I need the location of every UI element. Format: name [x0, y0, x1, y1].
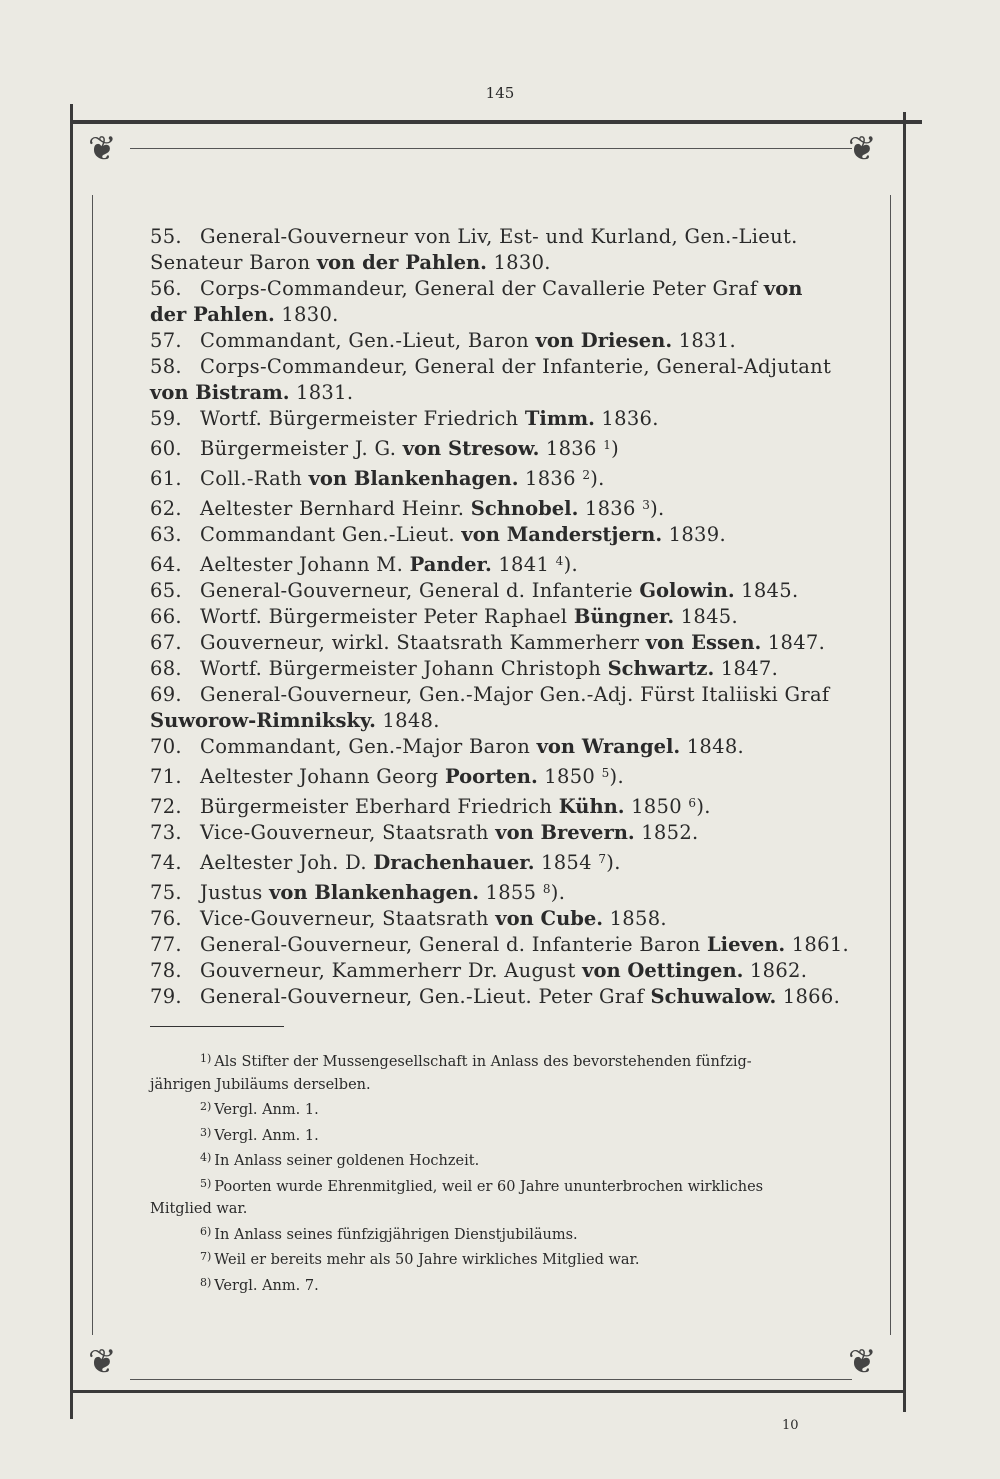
footnote-text: Vergl. Anm. 1.: [214, 1127, 319, 1144]
entry-text: Commandant, Gen.-Major Baron: [200, 735, 537, 758]
entry-text: Aeltester Johann M.: [200, 553, 410, 576]
footnote-ref: 2: [582, 468, 591, 482]
footnote-rule: [150, 1026, 284, 1027]
entry-line: [150, 462, 850, 492]
entry-text: Wortf. Bürgermeister Friedrich: [200, 407, 525, 430]
entry-line: [150, 656, 850, 682]
list-item: [150, 406, 850, 432]
entry-text: 1845.: [734, 579, 799, 602]
entry-number: 63.: [150, 523, 182, 546]
footnote-mark: 1): [200, 1052, 212, 1065]
footnote-ref: 8: [542, 882, 551, 896]
entry-name: von Stresow.: [402, 437, 540, 460]
entry-text: 1847.: [761, 631, 826, 654]
frame-border-top: [70, 120, 922, 124]
list-item: [150, 630, 850, 656]
footnote: [150, 1096, 830, 1122]
entry-text: ).: [696, 795, 711, 818]
entry-text: ).: [650, 497, 665, 520]
page-number: 145: [485, 84, 515, 102]
list-item: [150, 760, 850, 790]
entry-text: 1836: [578, 497, 643, 520]
entry-name: Timm.: [524, 407, 595, 430]
entry-text: 1831.: [672, 329, 736, 352]
entry-text: Bürgermeister J. G.: [200, 437, 403, 460]
list-item: [150, 932, 850, 958]
entry-name: Schwartz.: [607, 657, 715, 680]
entry-name: von Cube.: [495, 907, 604, 930]
footnote-ref: 3: [642, 498, 651, 512]
entry-text: General-Gouverneur, General d. Infanterie: [200, 579, 640, 602]
list-item: [150, 958, 850, 984]
footnote-line: [150, 1122, 830, 1148]
entry-text: 1862.: [743, 959, 808, 982]
entry-text: 1845.: [674, 605, 738, 628]
footnote-list: [150, 1048, 830, 1297]
entry-text: 1854: [534, 851, 599, 874]
list-item: [150, 984, 850, 1010]
list-item: [150, 682, 850, 734]
entry-number: 78.: [150, 959, 182, 982]
entry-number: 69.: [150, 683, 182, 706]
footnote-text: In Anlass seiner goldenen Hochzeit.: [214, 1153, 480, 1169]
footnote-line: [150, 1147, 830, 1173]
entry-text: 1836: [518, 467, 583, 490]
list-item: [150, 846, 850, 876]
entry-number: 59.: [150, 407, 182, 430]
entry-text: 1866.: [776, 985, 841, 1008]
entry-name: Poorten.: [444, 765, 538, 788]
footnote-text: Als Stifter der Mussengesellschaft in Anlass des bevorstehenden fünfzig-: [214, 1054, 752, 1070]
entry-number: 74.: [150, 851, 182, 874]
entry-name: von der Pahlen.: [316, 251, 487, 274]
entry-line: [150, 630, 850, 656]
corner-ornament-icon: ❦: [848, 129, 877, 169]
list-item: [150, 876, 850, 906]
entry-text: 1850: [624, 795, 689, 818]
corner-ornament-icon: ❦: [88, 129, 117, 169]
footnote: [150, 1048, 830, 1096]
entry-text: Aeltester Bernhard Heinr.: [200, 497, 471, 520]
entry-text: Gouverneur, wirkl. Staatsrath Kammerherr: [200, 631, 646, 654]
entry-name: von: [763, 277, 803, 300]
entry-name: der Pahlen.: [150, 303, 275, 326]
entry-name: Drachenhauer.: [373, 851, 535, 874]
entry-text: 1852.: [634, 821, 699, 844]
list-item: [150, 462, 850, 492]
entry-number: 75.: [150, 881, 182, 904]
list-item: [150, 578, 850, 604]
list-item: [150, 492, 850, 522]
entry-text: Vice-Gouverneur, Staatsrath: [200, 907, 496, 930]
list-item: [150, 354, 850, 406]
entry-line: [150, 984, 850, 1010]
entry-text: Corps-Commandeur, General der Infanterie, General-Adjutant: [200, 355, 832, 378]
entry-text: 1858.: [603, 907, 667, 930]
entry-text: 1848.: [680, 735, 745, 758]
corner-ornament-icon: ❦: [88, 1342, 117, 1382]
entry-number: 68.: [150, 657, 182, 680]
frame-border-left: [70, 104, 73, 1419]
entry-text: 1836: [539, 437, 604, 460]
entry-number: 79.: [150, 985, 182, 1008]
footnote-text: Vergl. Anm. 1.: [214, 1102, 319, 1118]
list-item: [150, 820, 850, 846]
inner-rule-right: [890, 195, 891, 1335]
entry-text: ).: [609, 765, 624, 788]
corner-ornament-icon: ❦: [848, 1342, 877, 1382]
entry-continuation-line: [150, 250, 850, 276]
entry-text: 1850: [537, 765, 602, 788]
entry-line: [150, 820, 850, 846]
footnote-ref: 4: [555, 554, 564, 568]
entry-name: von Wrangel.: [536, 735, 681, 758]
entry-number: 56.: [150, 277, 182, 300]
entry-number: 71.: [150, 765, 182, 788]
entry-name: von Essen.: [645, 631, 762, 654]
entry-text: Wortf. Bürgermeister Johann Christoph: [200, 657, 608, 680]
entry-number: 58.: [150, 355, 182, 378]
entry-text: Gouverneur, Kammerherr Dr. August: [200, 959, 583, 982]
signature-mark: 10: [782, 1418, 799, 1433]
list-item: [150, 656, 850, 682]
footnote-first-line: [150, 1173, 830, 1199]
entry-name: Suworow-Rimniksky.: [150, 709, 376, 732]
footnote-mark: 2): [200, 1100, 212, 1113]
entry-name: Kühn.: [558, 795, 625, 818]
entry-number: 72.: [150, 795, 182, 818]
entry-text: 1848.: [375, 709, 440, 732]
entry-name: Büngner.: [573, 605, 675, 628]
list-item: [150, 734, 850, 760]
entry-text: Senateur Baron: [150, 251, 317, 274]
footnote-first-line: [150, 1221, 830, 1247]
footnote-ref: 1: [603, 438, 612, 452]
entry-text: 1830.: [274, 303, 339, 326]
entry-name: von Bistram.: [150, 381, 290, 404]
entry-text: 1855: [479, 881, 543, 904]
entry-text: General-Gouverneur, Gen.-Lieut. Peter Graf: [200, 985, 651, 1008]
list-item: [150, 604, 850, 630]
footnote: [150, 1147, 830, 1173]
entry-text: 1836.: [594, 407, 659, 430]
footnote-line: [150, 1221, 830, 1247]
entry-text: 1861.: [785, 933, 850, 956]
footnote-ref: 6: [688, 796, 697, 810]
entry-name: von Blankenhagen.: [269, 881, 480, 904]
entry-line: [150, 432, 850, 462]
list-item: [150, 790, 850, 820]
footnote-text: In Anlass seines fünfzigjährigen Dienstjubiläums.: [214, 1226, 578, 1243]
list-item: [150, 276, 850, 328]
footnote-line: [150, 1246, 830, 1272]
footnote: [150, 1246, 830, 1272]
entry-line: [150, 760, 850, 790]
frame-border-right: [903, 112, 906, 1412]
entry-line: [150, 548, 850, 578]
footnote-mark: 4): [200, 1151, 212, 1164]
list-item: [150, 906, 850, 932]
entry-line: [150, 958, 850, 984]
footnote: [150, 1173, 830, 1221]
list-item: [150, 328, 850, 354]
footnote-ref: 5: [601, 766, 610, 780]
inner-rule-left: [92, 195, 93, 1335]
entry-name: Schuwalow.: [650, 985, 777, 1008]
entry-number: 65.: [150, 579, 182, 602]
footnote-first-line: [150, 1048, 830, 1074]
footnote-line: [150, 1198, 830, 1221]
entry-name: Schnobel.: [470, 497, 579, 520]
list-item: [150, 548, 850, 578]
entry-line: [150, 328, 850, 354]
entry-name: von Driesen.: [535, 329, 673, 352]
entry-text: ): [611, 437, 620, 460]
entry-continuation-line: [150, 708, 850, 734]
entry-text: 1830.: [486, 251, 551, 274]
entry-line: [150, 406, 850, 432]
entry-number: 64.: [150, 553, 182, 576]
entry-line: [150, 492, 850, 522]
entry-number: 57.: [150, 329, 182, 352]
entry-number: 70.: [150, 735, 182, 758]
entry-number: 67.: [150, 631, 182, 654]
entry-number: 76.: [150, 907, 182, 930]
footnote-mark: 5): [200, 1176, 212, 1190]
entry-name: von Brevern.: [495, 821, 635, 844]
entry-text: Aeltester Joh. D.: [200, 851, 374, 874]
entry-text: 1839.: [662, 523, 726, 546]
entry-text: Commandant, Gen.-Lieut, Baron: [200, 329, 536, 352]
footnote-first-line: [150, 1096, 830, 1122]
entry-number: 73.: [150, 821, 182, 844]
footnote-mark: 6): [200, 1224, 212, 1238]
entry-text: General-Gouverneur, Gen.-Major Gen.-Adj. Fürst Italiiski Graf: [200, 683, 830, 706]
footnote-mark: 7): [200, 1250, 212, 1263]
inner-rule-top: [130, 148, 852, 149]
footnote-text: Mitglied war.: [150, 1201, 248, 1217]
entry-text: 1841: [491, 553, 556, 576]
footnote-first-line: [150, 1246, 830, 1272]
entry-text: General-Gouverneur, General d. Infanterie Baron: [200, 933, 707, 956]
footnote: [150, 1272, 830, 1298]
footnote-line: [150, 1048, 830, 1074]
entry-number: 61.: [150, 467, 182, 490]
footnote-first-line: [150, 1272, 830, 1298]
entry-text: ).: [563, 553, 578, 576]
entry-list: [150, 224, 850, 1010]
entry-name: Lieven.: [706, 933, 786, 956]
footnote-mark: 8): [200, 1275, 212, 1289]
entry-number: 66.: [150, 605, 182, 628]
entry-text: Commandant Gen.-Lieut.: [200, 523, 462, 546]
footnote-text: Weil er bereits mehr als 50 Jahre wirkliches Mitglied war.: [214, 1252, 640, 1268]
entry-text: Vice-Gouverneur, Staatsrath: [200, 821, 496, 844]
footnote-text: Vergl. Anm. 7.: [214, 1277, 319, 1294]
entry-line: [150, 876, 850, 906]
footnote-line: [150, 1096, 830, 1122]
inner-rule-bottom: [130, 1379, 852, 1380]
entry-text: ).: [606, 851, 621, 874]
footnote-text: jährigen Jubiläums derselben.: [150, 1076, 371, 1093]
footnote-line: [150, 1272, 830, 1298]
footnote-ref: 7: [598, 852, 607, 866]
entry-line: [150, 790, 850, 820]
entry-line: [150, 276, 850, 302]
footnote: [150, 1221, 830, 1247]
list-item: [150, 224, 850, 276]
entry-line: [150, 734, 850, 760]
entry-name: von Oettingen.: [582, 959, 744, 982]
entry-name: von Blankenhagen.: [308, 467, 519, 490]
entry-text: Justus: [200, 881, 270, 904]
entry-line: [150, 682, 850, 708]
entry-name: Golowin.: [639, 579, 735, 602]
frame-border-bottom: [70, 1390, 906, 1393]
footnote-line: [150, 1173, 830, 1199]
entry-text: Aeltester Johann Georg: [200, 765, 445, 788]
entry-number: 77.: [150, 933, 182, 956]
footnote-text: Poorten wurde Ehrenmitglied, weil er 60 Jahre ununterbrochen wirkliches: [214, 1178, 764, 1195]
footnote-first-line: [150, 1122, 830, 1148]
entry-line: [150, 522, 850, 548]
footnote-mark: 3): [200, 1125, 212, 1139]
entry-text: 1831.: [289, 381, 354, 404]
entry-text: General-Gouverneur von Liv, Est- und Kurland, Gen.-Lieut.: [200, 225, 798, 248]
entry-number: 55.: [150, 225, 182, 248]
entry-text: ).: [550, 881, 566, 904]
footnote: [150, 1122, 830, 1148]
entry-line: [150, 604, 850, 630]
footnote-first-line: [150, 1147, 830, 1173]
entry-number: 60.: [150, 437, 182, 460]
entry-continuation-line: [150, 380, 850, 406]
entry-text: Wortf. Bürgermeister Peter Raphael: [200, 605, 574, 628]
entry-name: von Manderstjern.: [461, 523, 663, 546]
entry-continuation-line: [150, 302, 850, 328]
entry-line: [150, 578, 850, 604]
list-item: [150, 432, 850, 462]
entry-text: Coll.-Rath: [200, 467, 309, 490]
footnote-line: [150, 1074, 830, 1097]
entry-text: 1847.: [714, 657, 779, 680]
entry-line: [150, 846, 850, 876]
entry-line: [150, 224, 850, 250]
entry-text: ).: [590, 467, 605, 490]
entry-text: Bürgermeister Eberhard Friedrich: [200, 795, 559, 818]
entry-number: 62.: [150, 497, 182, 520]
entry-name: Pander.: [409, 553, 492, 576]
list-item: [150, 522, 850, 548]
entry-line: [150, 932, 850, 958]
entry-text: Corps-Commandeur, General der Cavallerie Peter Graf: [200, 277, 764, 300]
entry-line: [150, 354, 850, 380]
entry-line: [150, 906, 850, 932]
